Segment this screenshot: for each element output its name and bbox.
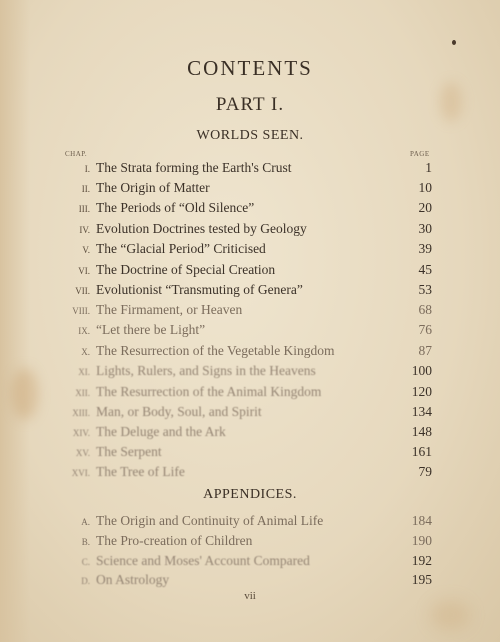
chapter-title: The Tree of Life <box>96 464 185 479</box>
folio-number: vii <box>244 590 256 602</box>
toc-entry <box>0 464 500 484</box>
page-number: 76 <box>418 322 432 337</box>
toc-entry <box>0 302 500 322</box>
section-heading-worlds-seen: WORLDS SEEN. <box>196 128 304 143</box>
chapter-number: IX. <box>78 326 90 336</box>
page-number: 87 <box>418 343 432 358</box>
chapter-number: VI. <box>78 266 90 276</box>
appendix-title: The Origin and Continuity of Animal Life <box>96 513 324 528</box>
part-heading: PART I. <box>215 94 285 115</box>
page-number: 20 <box>418 200 432 215</box>
chapter-title: The “Glacial Period” Criticised <box>96 241 266 256</box>
chapter-number: VIII. <box>72 306 90 316</box>
chapter-title: Lights, Rulers, and Signs in the Heavens <box>96 363 316 378</box>
chapter-title: The Periods of “Old Silence” <box>96 200 255 215</box>
chapter-number: XVI. <box>71 468 90 478</box>
appendix-letter: D. <box>81 576 90 586</box>
chapter-number: XIV. <box>72 428 90 438</box>
chapter-title: The Deluge and the Ark <box>96 424 226 439</box>
page-number: 120 <box>411 384 432 399</box>
chapter-title: The Resurrection of the Vegetable Kingdom <box>96 343 335 358</box>
chapter-number: XIII. <box>72 408 90 418</box>
page-number: 68 <box>418 302 432 317</box>
chapter-number: XII. <box>75 388 90 398</box>
chapter-number: III. <box>78 204 90 214</box>
chapter-number: XV. <box>75 448 90 458</box>
chapter-title: Man, or Body, Soul, and Spirit <box>96 404 262 419</box>
chapter-title: The Doctrine of Special Creation <box>96 262 276 277</box>
appendix-letter: C. <box>81 557 90 567</box>
chapter-title: The Serpent <box>96 444 162 459</box>
chapter-title: The Origin of Matter <box>96 180 210 195</box>
appendix-entry <box>0 533 500 553</box>
chapter-number: I. <box>84 164 90 174</box>
page-number: 195 <box>411 572 432 587</box>
chap-column-label: CHAP. <box>65 150 88 158</box>
toc-entry <box>0 241 500 261</box>
appendices-heading: APPENDICES. <box>203 487 297 502</box>
chapter-title: “Let there be Light” <box>96 322 206 337</box>
page-number: 184 <box>411 513 432 528</box>
chapter-number: IV. <box>79 225 90 235</box>
chapter-number: XI. <box>78 367 90 377</box>
appendix-entry <box>0 553 500 573</box>
toc-entry <box>0 363 500 383</box>
chapter-number: V. <box>82 245 90 255</box>
appendix-entry <box>0 513 500 533</box>
page-number: 100 <box>411 363 432 378</box>
foxing-stain <box>430 600 470 630</box>
page-number: 134 <box>411 404 432 419</box>
chapter-title: Evolution Doctrines tested by Geology <box>96 221 307 236</box>
chapter-title: The Strata forming the Earth's Crust <box>96 160 292 175</box>
page-number: 39 <box>418 241 432 256</box>
chapter-title: The Firmament, or Heaven <box>96 302 243 317</box>
chapter-title: The Resurrection of the Animal Kingdom <box>96 384 322 399</box>
page-number: 190 <box>411 533 432 548</box>
toc-entry <box>0 322 500 342</box>
appendix-letter: A. <box>81 517 90 527</box>
toc-entry <box>0 282 500 302</box>
appendix-entry <box>0 572 500 592</box>
ink-speck <box>452 40 456 45</box>
page-column-label: PAGE <box>410 150 430 158</box>
page-number: 53 <box>418 282 432 297</box>
page-number: 45 <box>418 262 432 277</box>
page-number: 161 <box>411 444 432 459</box>
toc-entry <box>0 424 500 444</box>
chapter-number: X. <box>81 347 90 357</box>
toc-entry <box>0 180 500 200</box>
chapter-title: Evolutionist “Transmuting of Genera” <box>96 282 303 297</box>
toc-entry <box>0 221 500 241</box>
contents-title: CONTENTS <box>187 56 313 80</box>
appendix-title: On Astrology <box>96 572 170 587</box>
page-number: 10 <box>418 180 432 195</box>
chapter-number: II. <box>81 184 90 194</box>
toc-entry <box>0 444 500 464</box>
appendix-title: The Pro-creation of Children <box>96 533 253 548</box>
chapter-number: VII. <box>75 286 90 296</box>
toc-entry <box>0 384 500 404</box>
page-number: 192 <box>411 553 432 568</box>
toc-entry <box>0 160 500 180</box>
page-number: 1 <box>425 160 432 175</box>
toc-entry <box>0 262 500 282</box>
page-number: 79 <box>418 464 432 479</box>
appendix-letter: B. <box>81 537 90 547</box>
appendix-title: Science and Moses' Account Compared <box>96 553 310 568</box>
toc-entry <box>0 343 500 363</box>
toc-entry <box>0 200 500 220</box>
toc-entry <box>0 404 500 424</box>
page-number: 148 <box>411 424 432 439</box>
page-number: 30 <box>418 221 432 236</box>
